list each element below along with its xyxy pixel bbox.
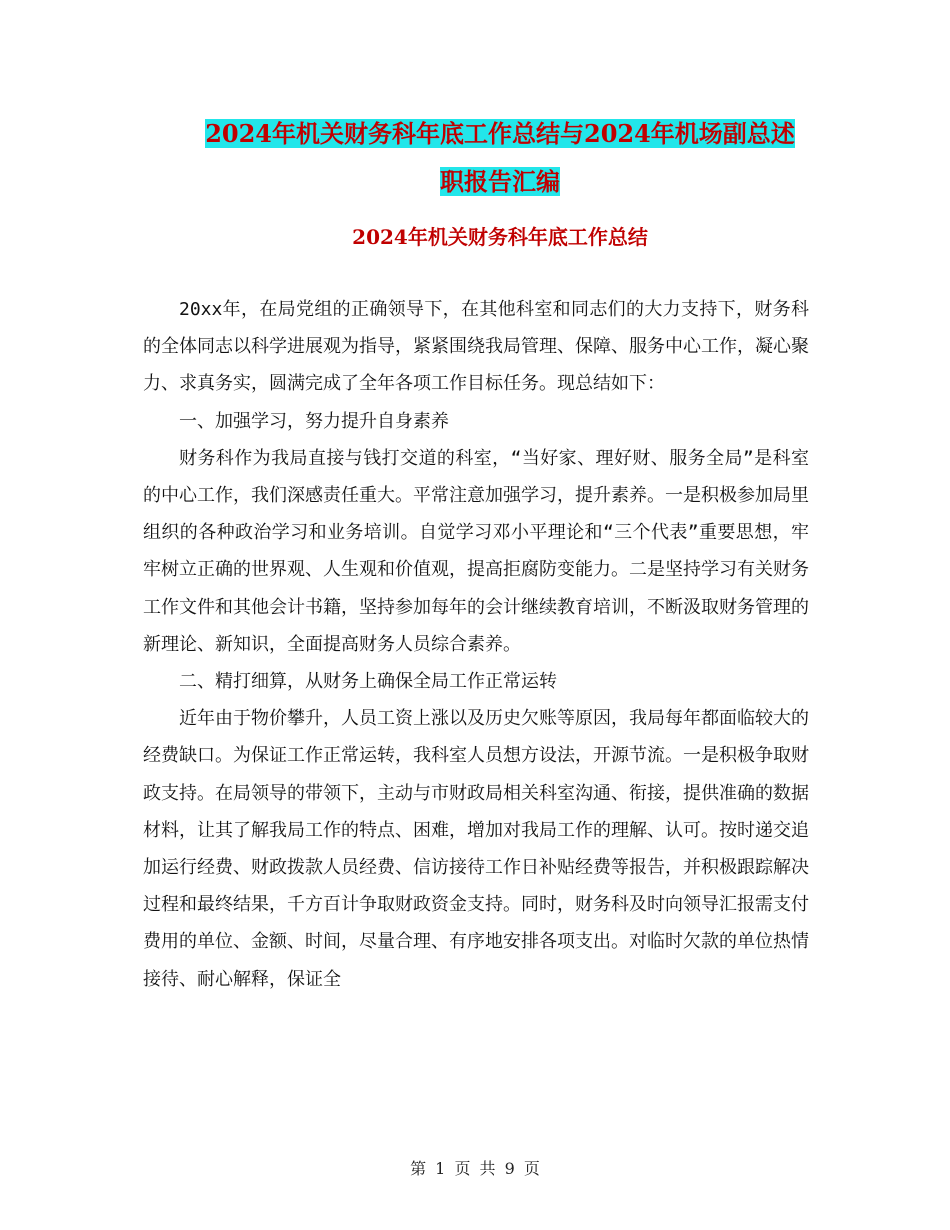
heading-budget: 二、精打细算，从财务上确保全局工作正常运转 (179, 671, 557, 693)
paragraph-study: 财务科作为我局直接与钱打交道的科室，“当好家、理好财、服务全局”是科室的中心工作，我们深感责任重大。平常注意加强学习，提升素养。一是积极参加局里组织的各种政治学习和业务培训。自觉学习邓小平理论和“三个代表”重要思想，牢牢树立正确的世界观、人生观和价值观，提高拒腐防变能力。二是坚持学习有关财务工作文件和其他会计书籍，坚持参加每年的会计继续教育培训，不断汲取财务管理的新理论、新知识，全面提高财务人员综合素养。 (143, 447, 809, 655)
main-title (140, 110, 860, 206)
paragraph-intro: 20xx年，在局党组的正确领导下，在其他科室和同志们的大力支持下，财务科的全体同志以科学进展观为指导，紧紧围绕我局管理、保障、服务中心工作，凝心聚力、求真务实，圆满完成了全年各项工作目标任务。现总结如下： (143, 299, 809, 395)
page-footer: 第 1 页 共 9 页 (410, 1159, 540, 1178)
main-title-line2: 职报告汇编 (440, 167, 560, 196)
body-text (143, 291, 809, 998)
paragraph-budget: 近年由于物价攀升，人员工资上涨以及历史欠账等原因，我局每年都面临较大的经费缺口。为保证工作正常运转，我科室人员想方设法，开源节流。一是积极争取财政支持。在局领导的带领下，主动与市财政局相关科室沟通、衔接，提供准确的数据材料，让其了解我局工作的特点、困难，增加对我局工作的理解、认可。按时递交追加运行经费、财政拨款人员经费、信访接待工作日补贴经费等报告，并积极跟踪解决过程和最终结果，千方百计争取财政资金支持。同时，财务科及时向领导汇报需支付费用的单位、金额、时间，尽量合理、有序地安排各项支出。对临时欠款的单位热情接待、耐心解释，保证全 (143, 708, 809, 990)
heading-study: 一、加强学习，努力提升自身素养 (179, 410, 449, 432)
main-title-line1: 2024年机关财务科年底工作总结与2024年机场副总述 (205, 119, 795, 148)
section-title: 2024年机关财务科年底工作总结 (352, 225, 648, 249)
